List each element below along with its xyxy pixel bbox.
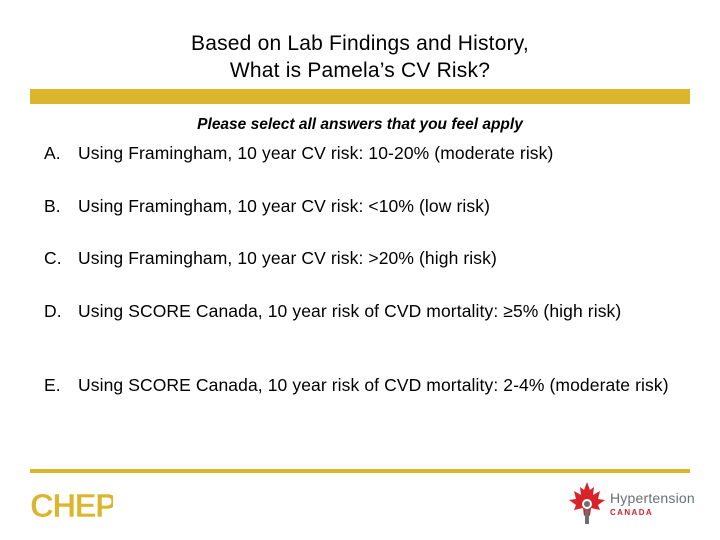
answer-option-b[interactable] <box>44 195 684 217</box>
answer-option-d[interactable] <box>44 300 684 322</box>
answer-text: Using SCORE Canada, 10 year risk of CVD mortality: ≥5% (high risk) <box>78 301 622 321</box>
hypertension-logo-sub: CANADA <box>610 508 654 517</box>
answer-text: Using SCORE Canada, 10 year risk of CVD mortality: 2-4% (moderate risk) <box>78 375 669 395</box>
footer-divider-bar <box>30 469 690 473</box>
slide-title-line-2: What is Pamela’s CV Risk? <box>229 59 491 82</box>
answer-option-c[interactable] <box>44 247 684 269</box>
hypertension-logo-word: Hypertension <box>610 490 695 506</box>
answer-letter: D. <box>44 301 62 321</box>
answer-letter: E. <box>44 375 61 395</box>
answer-letter: A. <box>44 143 61 163</box>
answer-option-e[interactable] <box>44 374 684 396</box>
instruction-text: Please select all answers that you feel apply <box>197 116 523 133</box>
answer-text: Using Framingham, 10 year CV risk: <10% (low risk) <box>78 196 490 216</box>
slide-title <box>0 30 720 84</box>
maple-leaf-logo-icon <box>565 480 609 526</box>
slide-title-line-1: Based on Lab Findings and History, <box>191 32 529 55</box>
chep-logo-graphic <box>29 486 113 522</box>
answer-letter: C. <box>44 248 62 268</box>
chep-logo-icon <box>29 486 113 522</box>
answer-letter: B. <box>44 196 61 216</box>
answer-option-a[interactable] <box>44 142 684 164</box>
answer-text: Using Framingham, 10 year CV risk: >20% (high risk) <box>78 248 497 268</box>
title-divider-bar <box>30 89 690 104</box>
hypertension-canada-logo <box>565 480 700 526</box>
chep-logo-text: CHEP <box>30 487 113 522</box>
answer-text: Using Framingham, 10 year CV risk: 10-20% (moderate risk) <box>78 143 554 163</box>
